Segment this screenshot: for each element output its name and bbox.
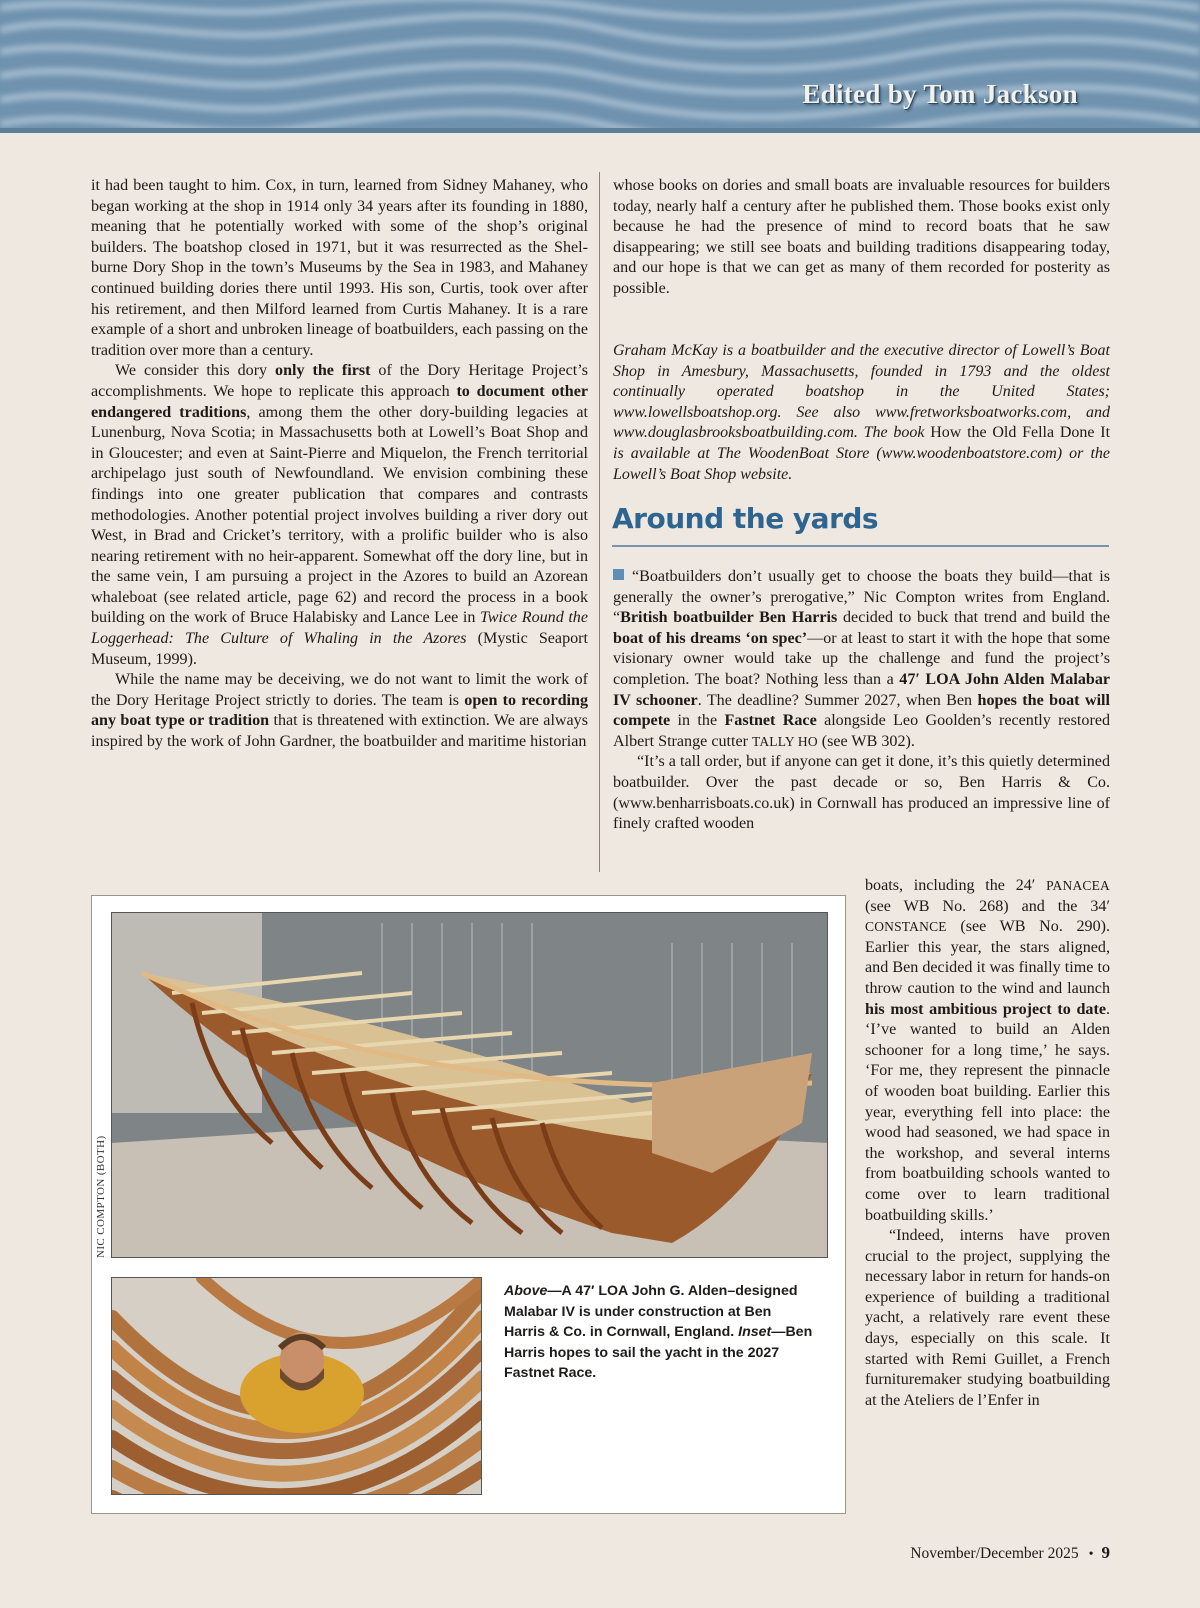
ben-harris-inset-photo <box>111 1277 482 1495</box>
caption-lead: Inset <box>738 1324 772 1341</box>
figure-caption <box>504 1281 814 1384</box>
header-wave-banner <box>0 0 1200 133</box>
paragraph <box>91 670 588 752</box>
bold-emphasis: hopes the boat will compete <box>613 691 1110 730</box>
text-run: . The deadline? Summer 2027, when Ben <box>697 691 978 709</box>
paragraph: whose books on dories and small boats are invaluable resources for builders today, nearly half a century after he published them. Those books exist only because he had the presence of mind to record boats that he saw disappearing; we still see boats and building traditions disappearing today, and our hope is that we can get as many of them recorded for posterity as possible. <box>613 177 1110 297</box>
text-run: (Mystic Seaport Museum, 1999). <box>91 630 589 668</box>
around-the-yards-continued <box>865 876 1110 1411</box>
text-run: (see WB No. 268) and the 34′ <box>865 897 1110 915</box>
page-number: 9 <box>1101 1543 1110 1562</box>
text-run: Graham McKay is a boatbuilder and the executive director of Lowell’s Boat Shop in Amesbury, Massachusetts, founded in 1793 and the oldest continually operated boatshop in the United States; www.lowellsboatshop.org. See also www.fretworksboatworks.com, and www.douglasbrooksboatbuilding.com. The book <box>613 342 1110 442</box>
text-run: While the name may be deceiving, we do not want to limit the work of the Dory Heritage Project strictly to dories. The team is <box>91 671 588 709</box>
book-title: Twice Round the Loggerhead: The Culture of Whaling in the Azores <box>91 609 588 648</box>
section-heading: Around the yards <box>612 502 879 535</box>
text-run: decided to buck that trend and build the <box>837 609 1110 627</box>
author-bio <box>613 341 1110 485</box>
bold-emphasis: open to recording any boat type or tradition <box>91 691 588 730</box>
text-run: is available at The WoodenBoat Store (www.woodenboatstore.com) or the Lowell’s Boat Shop website. <box>613 444 1110 483</box>
text-run: (see WB No. 290). Earlier this year, the stars aligned, and Ben decided it was finally time to throw caution to the wind and launch <box>865 918 1110 997</box>
boat-name: PANACEA <box>1046 878 1110 893</box>
text-run: —or at least to start it with the hope that some visionary owner would take up the challenge and fund the project’s completion. The boat? Nothing less than a <box>613 629 1110 688</box>
text-run: —A 47′ LOA John G. Alden–designed Malabar IV is under construction at Ben Harris & Co. in Cornwall, England. <box>504 1283 798 1341</box>
text-run: in the <box>670 712 725 730</box>
paragraph: “It’s a tall order, but if anyone can get it done, it’s this quietly determined boatbuilder. Over the past decade or so, Ben Harris & Co. (www.benharrisboats.co.uk) in Cornwall has produced an impressive line of finely crafted wooden <box>613 753 1110 833</box>
bold-emphasis: only the first <box>275 362 371 380</box>
hull-frames-illustration <box>112 913 828 1258</box>
text-run: that is threatened with extinction. We are always inspired by the work of John Gardner, the boatbuilder and maritime historian <box>91 712 588 751</box>
schooner-hull-photo <box>111 912 828 1258</box>
paragraph: it had been taught to him. Cox, in turn, learned from Sidney Mahaney, who began working at the shop in 1914 only 34 years after its founding in 1880, meaning that he potentially worked with some of the shop’s original builders. The boatshop closed in 1971, but it was resurrected as the Shelburne Dory Shop in the town’s Museums by the Sea in 1983, and Mahaney continued building dories there until 1993. His son, Curtis, took over after his retirement, and then Milford learned from Curtis Mahaney. It is a rare example of a short and unbroken lineage of boatbuilders, each passing on the tradition over more than a century. <box>91 177 588 359</box>
bold-emphasis: 47′ LOA John Alden Malabar IV schooner <box>613 670 1111 709</box>
caption-lead: Above <box>504 1283 548 1299</box>
bold-emphasis: boat of his dreams ‘on spec’ <box>613 629 808 647</box>
left-column-text <box>91 176 588 753</box>
text-run: (see WB 302). <box>817 732 915 750</box>
text-run: alongside Leo Goolden’s recently restored Albert Strange cutter <box>613 712 1111 750</box>
bullet-separator: • <box>1088 1547 1094 1562</box>
bold-emphasis: Fastnet Race <box>724 712 817 730</box>
wave-pattern-graphic <box>0 0 1200 133</box>
photo-credit: NIC COMPTON (BOTH) <box>95 1135 107 1258</box>
paragraph <box>865 876 1110 1226</box>
text-run: , among them the other dory-building legacies at Lunenburg, Nova Scotia; in Massachusetts both at Lowell’s Boat Shop and in Gloucester; and even at Saint-Pierre and Miquelon, the French territorial archipelago just south of Newfoundland. We envision combining these findings into one greater publication that compares and contrasts methodologies. Another potential project involves building a river dory out West, in Brad and Cricket’s territory, with a prolific builder who is also nearing retirement with no heir-apparent. Somewhat off the dory line, but in the same vein, I am pursuing a project in the Azores to build an Azorean whaleboat (see related article, page 62) and record the process in a book building on the work of Bruce Halabisky and Lance Lee in <box>91 403 588 627</box>
bold-emphasis: his most ambitious project to date <box>865 1000 1106 1018</box>
section-rule <box>612 545 1109 547</box>
right-column-text <box>613 176 1110 300</box>
text-run: . ‘I’ve wanted to build an Alden schooner for a long time,’ he says. ‘For me, they represent the pinnacle of wooden boat building. Earlier this year, everything fell into place: the wood had seasoned, we had space in the workshop, and several interns from boatbuilding schools wanted to come over to learn traditional boatbuilding skills.’ <box>865 1000 1110 1224</box>
text-run: We consider this dory <box>115 362 276 380</box>
text-run: “Boatbuilders don’t usually get to choose the boats they build—that is generally the owner’s prerogative,” Nic Compton writes from England. “ <box>613 568 1110 627</box>
column-divider <box>599 172 600 872</box>
banner-bottom-edge <box>0 128 1200 133</box>
boat-name: TALLY HO <box>751 733 818 749</box>
boat-name: CONSTANCE <box>865 919 947 935</box>
bold-emphasis: to document other endangered traditions <box>91 382 589 421</box>
paragraph <box>613 567 1110 752</box>
issue-date: November/December 2025 <box>910 1545 1079 1562</box>
paragraph <box>91 361 588 670</box>
text-run: of the Dory Heritage Project’s accomplishments. We hope to replicate this approach <box>91 362 588 400</box>
portrait-among-frames-illustration <box>112 1278 482 1495</box>
text-run: boats, including the 24′ <box>865 877 1047 894</box>
bold-emphasis: British boatbuilder Ben Harris <box>620 609 838 627</box>
editor-credit: Edited by Tom Jackson <box>802 79 1078 109</box>
around-the-yards-text <box>613 567 1110 835</box>
page-footer <box>910 1543 1110 1563</box>
text-run: —Ben Harris hopes to sail the yacht in the 2027 Fastnet Race. <box>504 1324 813 1382</box>
book-title: How the Old Fella Done It <box>930 424 1111 442</box>
square-bullet-icon <box>613 569 624 580</box>
paragraph: “Indeed, interns have proven crucial to the project, supplying the necessary labor in return for hands-on experience of building a traditional yacht, a relatively rare event these days, especially on this scale. It started with Remi Guillet, a French furnituremaker studying boatbuilding at the Ateliers de l’Enfer in <box>865 1227 1110 1409</box>
